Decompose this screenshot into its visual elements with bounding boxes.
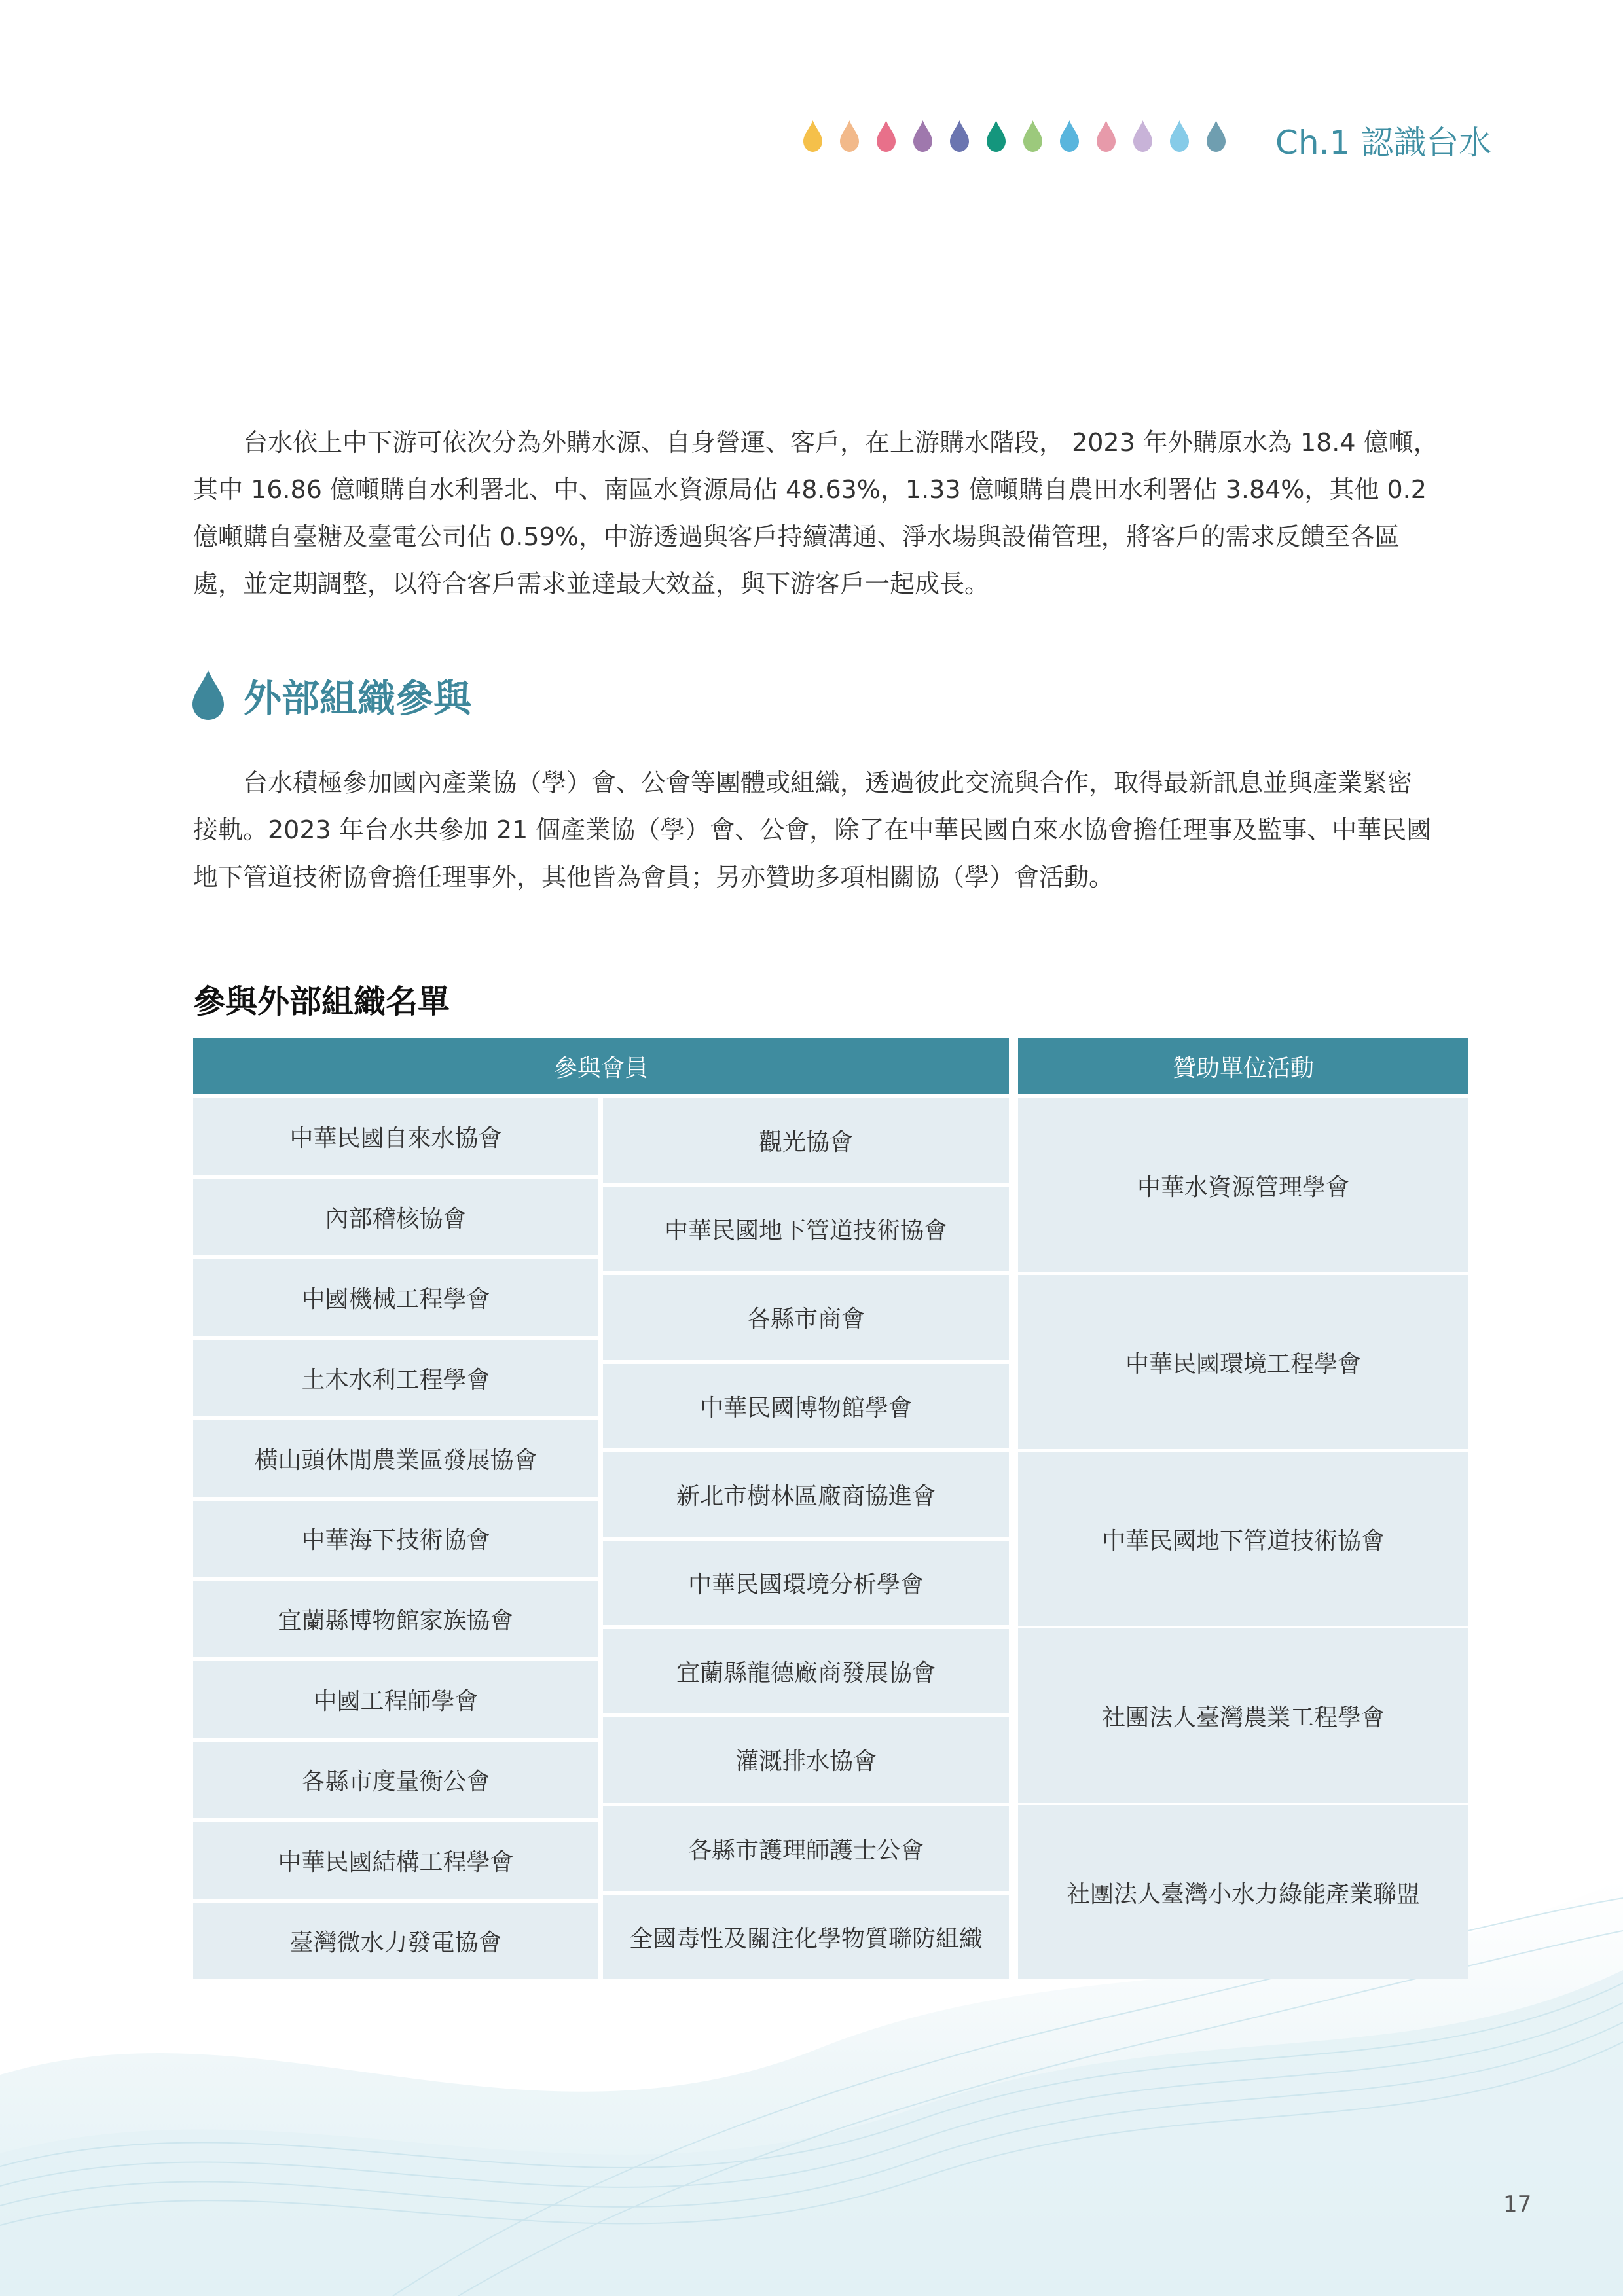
member-cell: 灌溉排水協會: [603, 1717, 1009, 1802]
water-drop-icon: [1059, 120, 1080, 152]
member-cell: 中華海下技術協會: [193, 1501, 598, 1577]
paragraph-line: 台水積極參加國內產業協（學）會、公會等團體或組織，透過彼此交流與合作，取得最新訊息並與產業緊密: [193, 768, 1413, 797]
water-drop-icon: [1206, 120, 1226, 152]
member-cell: 宜蘭縣博物館家族協會: [193, 1581, 598, 1657]
member-cell: 臺灣微水力發電協會: [193, 1903, 598, 1979]
member-cell: 各縣市商會: [603, 1275, 1009, 1359]
water-drop-icon: [986, 120, 1006, 152]
table-title: 參與外部組織名單: [193, 983, 450, 1020]
water-drop-icon: [1023, 120, 1043, 152]
member-cell: 觀光協會: [603, 1098, 1009, 1183]
member-cell: 宜蘭縣龍德廠商發展協會: [603, 1629, 1009, 1713]
paragraph-line: 處，並定期調整，以符合客戶需求並達最大效益，與下游客戶一起成長。: [193, 569, 990, 598]
paragraph-line: 億噸購自臺糖及臺電公司佔 0.59%，中游透過與客戶持續溝通、淨水場與設備管理，將客戶的需求反饋至各區: [193, 522, 1400, 551]
sponsor-cell: 中華民國環境工程學會: [1018, 1275, 1468, 1449]
paragraph-line: 地下管道技術協會擔任理事外，其他皆為會員；另亦贊助多項相關協（學）會活動。: [193, 863, 1114, 891]
member-cell: 內部稽核協會: [193, 1179, 598, 1255]
section-paragraph: [193, 759, 1468, 901]
water-drop-icon: [803, 120, 823, 152]
paragraph-line: 台水依上中下游可依次分為外購水源、自身營運、客戶，在上游購水階段， 2023 年外購原水為 18.4 億噸，: [193, 428, 1438, 457]
members-column-2: [603, 1098, 1009, 1979]
member-cell: 各縣市度量衡公會: [193, 1742, 598, 1818]
sponsor-cell: 社團法人臺灣小水力綠能產業聯盟: [1018, 1805, 1468, 1979]
member-cell: 中華民國結構工程學會: [193, 1822, 598, 1899]
member-cell: 橫山頭休閒農業區發展協會: [193, 1420, 598, 1497]
water-drop-icon: [191, 669, 225, 721]
member-cell: 全國毒性及關注化學物質聯防組織: [603, 1895, 1009, 1979]
water-drop-icon: [876, 120, 896, 152]
page-number: 17: [1503, 2191, 1532, 2217]
member-cell: 各縣市護理師護士公會: [603, 1806, 1009, 1891]
water-drop-icon: [839, 120, 860, 152]
member-cell: 中國工程師學會: [193, 1661, 598, 1738]
members-column-1: [193, 1098, 598, 1979]
section-heading: [191, 668, 471, 723]
sponsor-cell: 中華水資源管理學會: [1018, 1098, 1468, 1272]
member-cell: 中華民國地下管道技術協會: [603, 1187, 1009, 1271]
sponsor-cell: 社團法人臺灣農業工程學會: [1018, 1628, 1468, 1803]
sponsor-cell: 中華民國地下管道技術協會: [1018, 1452, 1468, 1626]
member-cell: 中華民國自來水協會: [193, 1098, 598, 1175]
paragraph-line: 其中 16.86 億噸購自水利署北、中、南區水資源局佔 48.63%，1.33 億噸購自農田水利署佔 3.84%，其他 0.2: [193, 475, 1427, 504]
section-title: 外部組織參與: [244, 676, 472, 721]
sponsor-header: 贊助單位活動: [1018, 1038, 1468, 1094]
paragraph-line: 接軌。2023 年台水共參加 21 個產業協（學）會、公會，除了在中華民國自來水協會擔任理事及監事、中華民國: [193, 816, 1432, 844]
member-cell: 中華民國博物館學會: [603, 1364, 1009, 1448]
water-drop-icon: [913, 120, 933, 152]
water-drop-icon: [1169, 120, 1190, 152]
chapter-label: Ch.1 認識台水: [1275, 124, 1492, 162]
organization-table: [193, 1038, 1468, 1979]
sponsor-column: [1018, 1098, 1468, 1979]
members-header: 參與會員: [193, 1038, 1009, 1094]
water-drop-icon: [1133, 120, 1153, 152]
member-cell: 新北市樹林區廠商協進會: [603, 1452, 1009, 1537]
member-cell: 中華民國環境分析學會: [603, 1541, 1009, 1625]
water-drop-icon: [1096, 120, 1116, 152]
color-drops-decoration: [803, 120, 1226, 152]
intro-paragraph: [193, 419, 1468, 607]
member-cell: 中國機械工程學會: [193, 1259, 598, 1336]
member-cell: 土木水利工程學會: [193, 1340, 598, 1416]
water-drop-icon: [949, 120, 970, 152]
